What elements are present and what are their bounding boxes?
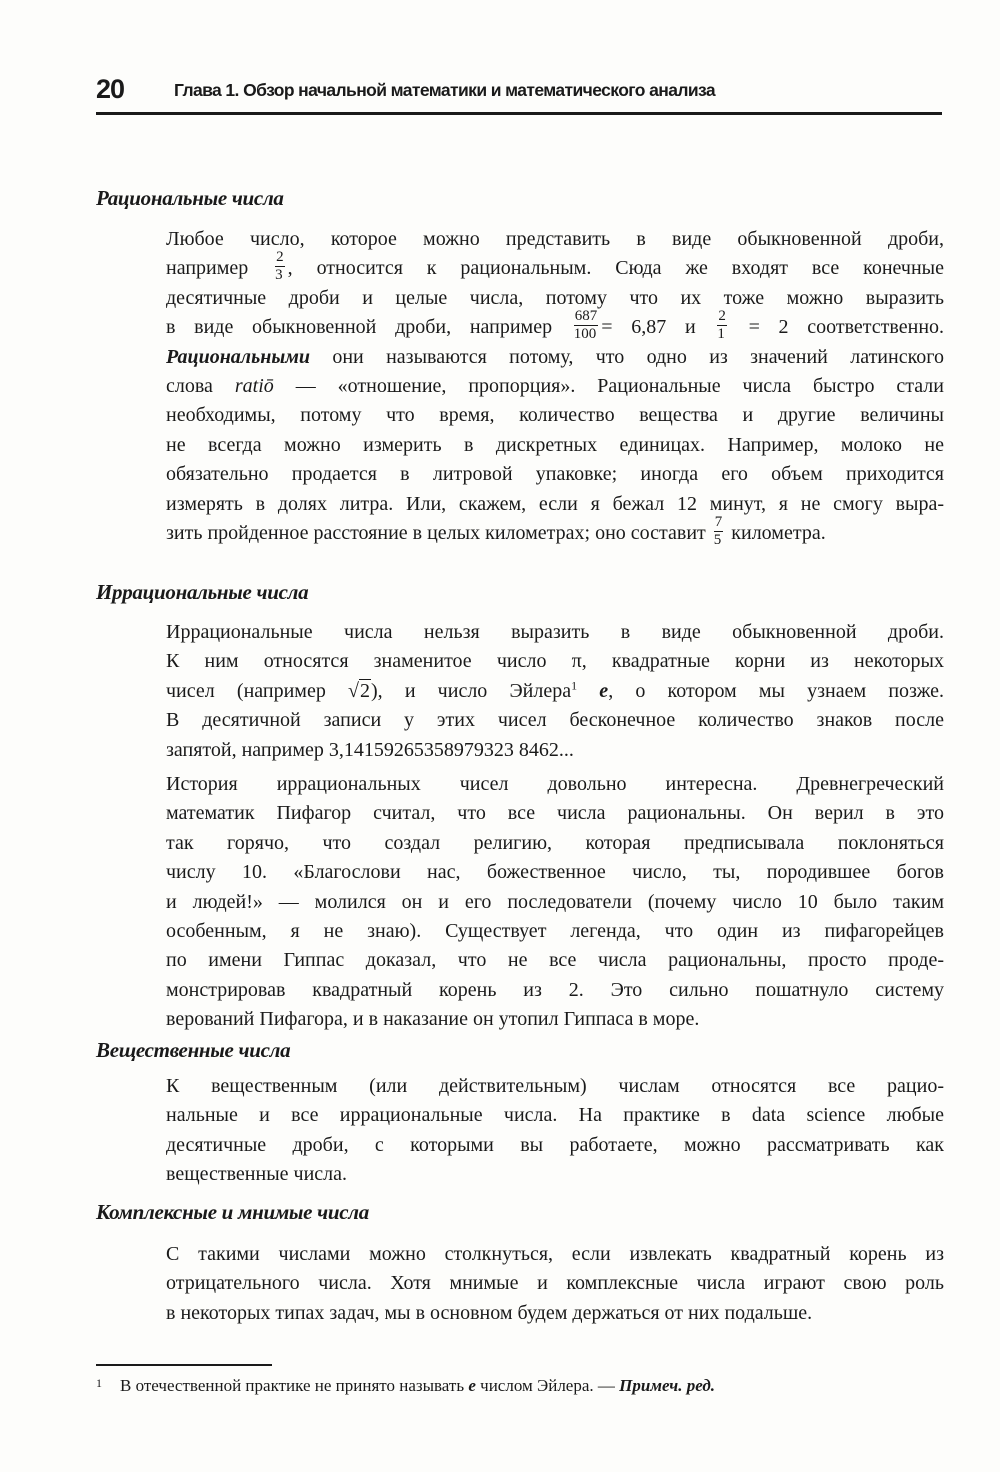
heading-complex-numbers: Комплексные и мнимые числа bbox=[96, 1200, 369, 1224]
text-line: вещественные числа. bbox=[166, 1163, 348, 1186]
text-line: К ним относятся знаменитое число π, квадратные корни из некоторых bbox=[166, 650, 944, 673]
text-line: по имени Гиппас доказал, что не все числа рациональны, просто проде- bbox=[166, 949, 944, 972]
square-root: √2 bbox=[348, 679, 370, 702]
text-line: Иррациональные числа нельзя выразить в виде обыкновенной дроби. bbox=[166, 621, 944, 643]
text-line: верований Пифагора, и в наказание он утопил Гиппаса в море. bbox=[166, 1008, 700, 1031]
text-line: чисел (например √2), и число Эйлера$^1$ e, о котором мы узнаем позже. bbox=[166, 677, 944, 706]
paragraph-complex-numbers bbox=[166, 1240, 944, 1328]
text-line: зить пройденное расстояние в целых километрах; оно составит $\frac{7}{5}$ километра. bbox=[166, 513, 826, 548]
text-line: математик Пифагор считал, что все числа рациональны. Он верил в это bbox=[166, 802, 944, 825]
text-line: десятичные дроби и целые числа, потому что их тоже можно выразить bbox=[166, 286, 944, 309]
text-line: и людей!» — молился он и его последователи (почему число 10 было таким bbox=[166, 890, 944, 913]
page-number: 20 bbox=[96, 74, 125, 104]
text-line: особенным, я не знаю). Существует легенда, что один из пифагорейцев bbox=[166, 919, 944, 942]
text-line: не всегда можно измерить в дискретных единицах. Например, молоко не bbox=[166, 433, 944, 456]
text-line: Любое число, которое можно представить в виде обыкновенной дроби, bbox=[166, 228, 944, 250]
text-line: обязательно продается в литровой упаковке; иногда его объем приходится bbox=[166, 463, 944, 486]
heading-real-numbers: Вещественные числа bbox=[96, 1038, 291, 1062]
footnote-mark: 1 bbox=[96, 1376, 102, 1390]
footnote-divider bbox=[96, 1364, 272, 1366]
paragraph-real-numbers bbox=[166, 1072, 944, 1190]
text-line: нальные и все иррациональные числа. На практике в data science любые bbox=[166, 1104, 944, 1127]
text-line: К вещественным (или действительным) числам относятся все рацио- bbox=[166, 1075, 944, 1097]
text-line: необходимы, потому что время, количество вещества и другие величины bbox=[166, 404, 944, 427]
text-line: слова ratiō — «отношение, пропорция». Рациональные числа быстро стали bbox=[166, 374, 944, 397]
text-line: например $\frac{2}{3}$ , относится к рациональным. Сюда же входят все конечные bbox=[166, 249, 944, 284]
fraction: $\frac{2}{3}$ bbox=[275, 249, 284, 284]
text-line: запятой, например 3,14159265358979323 8462... bbox=[166, 738, 574, 761]
fraction: $\frac{687}{100}$ bbox=[573, 308, 598, 343]
text-line: Рациональными они называются потому, что одно из значений латинского bbox=[166, 345, 944, 368]
heading-irrational-numbers: Иррациональные числа bbox=[96, 580, 309, 604]
heading-rational-numbers: Рациональные числа bbox=[96, 186, 284, 210]
text-line: десятичные дроби, с которыми вы работаете, можно рассматривать как bbox=[166, 1133, 944, 1156]
text-line: С такими числами можно столкнуться, если извлекать квадратный корень из bbox=[166, 1243, 944, 1265]
paragraph-irrational-numbers bbox=[166, 618, 944, 765]
text-line: в виде обыкновенной дроби, например $\frac{687}{100}$ = 6,87 и $\frac{2}{1}$ = 2 соответственно. bbox=[166, 308, 945, 343]
chapter-title: Глава 1. Обзор начальной математики и математического анализа bbox=[174, 80, 716, 100]
fraction: $\frac{7}{5}$ bbox=[713, 513, 723, 548]
footnote: 1 В отечественной практике не принято называть e числом Эйлера. — Примеч. ред. bbox=[96, 1376, 716, 1395]
text-line: числу 10. «Благослови нас, божественное число, ты, породившее богов bbox=[166, 861, 944, 884]
text-line: История иррациональных чисел довольно интересна. Древнегреческий bbox=[166, 773, 944, 795]
text-line: измерять в долях литра. Или, скажем, если я бежал 12 минут, я не смогу выра- bbox=[166, 492, 944, 515]
text-line: так горячо, что создал религию, которая предписывала поклоняться bbox=[166, 831, 944, 854]
text-line: монстрировав квадратный корень из 2. Это сильно пошатнуло систему bbox=[166, 978, 944, 1001]
text-line: в некоторых типах задач, мы в основном будем держаться от них подальше. bbox=[166, 1301, 813, 1324]
text-line: отрицательного числа. Хотя мнимые и комплексные числа играют свою роль bbox=[166, 1272, 944, 1295]
paragraph-irrational-history bbox=[166, 770, 944, 1035]
text-line: В десятичной записи у этих чисел бесконечное количество знаков после bbox=[166, 709, 944, 732]
paragraph-rational-numbers bbox=[166, 225, 944, 548]
fraction: $\frac{2}{1}$ bbox=[717, 308, 726, 343]
running-header bbox=[96, 72, 942, 115]
